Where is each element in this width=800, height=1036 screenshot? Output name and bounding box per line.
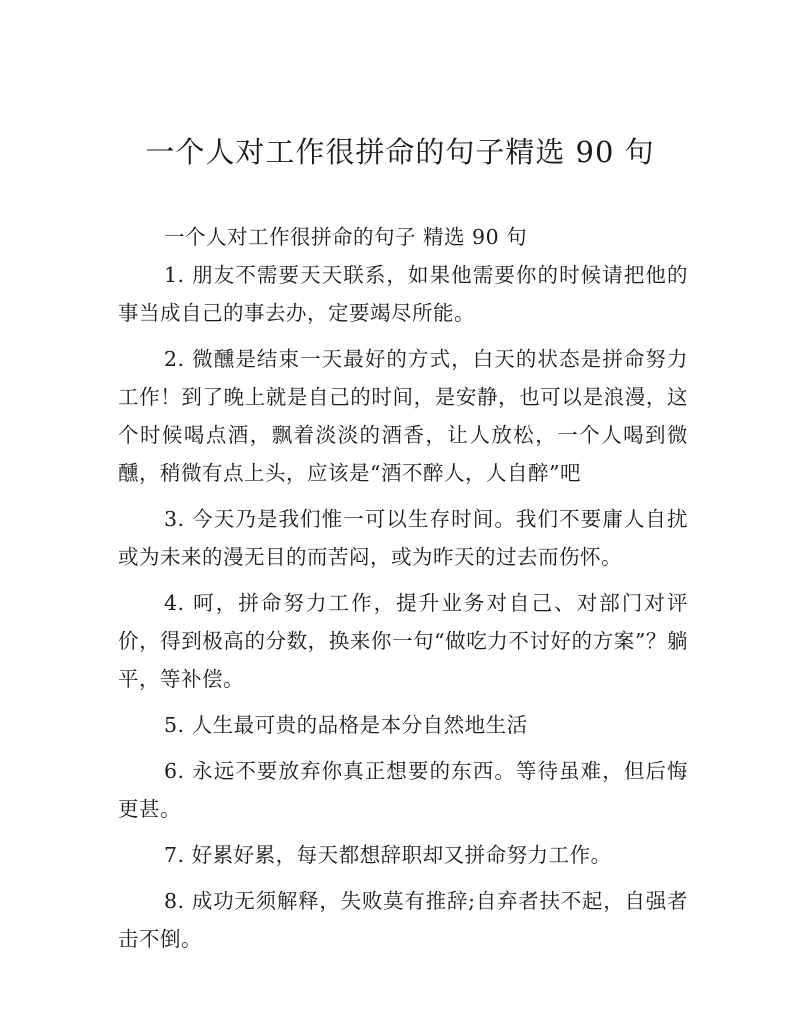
paragraph-7: 7. 好累好累，每天都想辞职却又拼命努力工作。: [164, 843, 612, 867]
paragraph-3: 3. 今天乃是我们惟一可以生存时间。我们不要庸人自扰或为未来的漫无目的而苦闷，或为昨天的过去而伤怀。: [118, 507, 688, 569]
document-title: 一个人对工作很拼命的句子精选 90 句: [145, 135, 655, 169]
paragraph-6: 6. 永远不要放弃你真正想要的东西。等待虽难，但后悔更甚。: [118, 759, 688, 821]
paragraph-4: 4. 呵，拼命努力工作，提升业务对自己、对部门对评价，得到极高的分数，换来你一句“做吃力不讨好的方案”？躺平，等补偿。: [118, 591, 688, 691]
document-body: [118, 218, 688, 958]
paragraph-5: 5. 人生最可贵的品格是本分自然地生活: [164, 713, 528, 737]
paragraph-2: 2. 微醺是结束一天最好的方式，白天的状态是拼命努力工作！到了晚上就是自己的时间，是安静，也可以是浪漫，这个时候喝点酒，飘着淡淡的酒香，让人放松，一个人喝到微醺，稍微有点上头，应该是“酒不醉人，人自醉”吧: [118, 347, 688, 485]
paragraph-1: 1. 朋友不需要天天联系，如果他需要你的时候请把他的事当成自己的事去办，定要竭尽所能。: [118, 263, 688, 325]
paragraph-8: 8. 成功无须解释，失败莫有推辞;自弃者扶不起，自强者击不倒。: [118, 889, 688, 951]
document-subtitle: 一个人对工作很拼命的句子 精选 90 句: [164, 225, 528, 249]
